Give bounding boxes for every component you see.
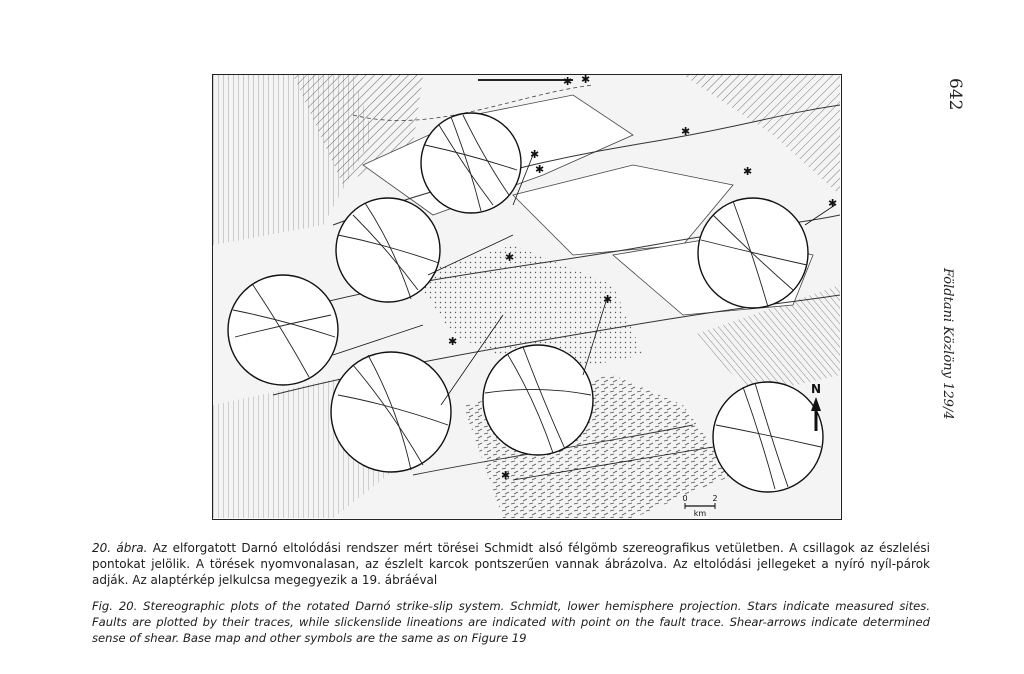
svg-text:✱: ✱ — [743, 165, 753, 178]
caption-english-text: Stereographic plots of the rotated Darnó strike-slip system. Schmidt, lower hemisphere projection. Stars indicate measured sites. Faults are plotted by their traces, while slickenslide lineations are indicated with point on the fault trace. Shear-arrows indicate determined sense of shear. Base map and other symbols are the same as on Figure 19 — [92, 599, 930, 645]
svg-text:✱: ✱ — [505, 251, 515, 264]
caption-english-label: Fig. 20. — [92, 599, 138, 613]
stereonet-5 — [483, 345, 593, 455]
svg-text:✱: ✱ — [535, 163, 545, 176]
journal-reference: Földtani Közlöny 129/4 — [940, 268, 955, 420]
svg-text:✱: ✱ — [681, 125, 691, 138]
north-label: N — [810, 382, 822, 396]
stereonet-1 — [421, 113, 521, 213]
scale-label-0: 0 — [682, 494, 688, 503]
page-number: 642 — [945, 78, 965, 111]
svg-text:✱: ✱ — [828, 197, 838, 210]
svg-text:✱: ✱ — [563, 75, 573, 88]
caption-hungarian-label: 20. ábra. — [92, 541, 148, 555]
scale-unit: km — [693, 509, 707, 518]
stereographic-map-figure — [212, 74, 842, 520]
stereonet-3 — [228, 275, 338, 385]
svg-text:✱: ✱ — [448, 335, 458, 348]
svg-text:✱: ✱ — [603, 293, 613, 306]
svg-text:✱: ✱ — [530, 148, 540, 161]
scale-label-2: 2 — [712, 494, 718, 503]
stereonet-4 — [331, 352, 451, 472]
svg-text:✱: ✱ — [581, 75, 591, 86]
svg-text:✱: ✱ — [501, 469, 511, 482]
stereonet-7 — [713, 382, 823, 492]
stereonet-2 — [336, 198, 440, 302]
caption-hungarian — [92, 540, 930, 588]
caption-english — [92, 598, 930, 646]
stereonet-6 — [698, 198, 808, 308]
caption-hungarian-text: Az elforgatott Darnó eltolódási rendszer mért törései Schmidt alsó félgömb szereografikus vetületben. A csillagok az észlelési pontokat jelölik. A törések nyomvonalasan, az észlelt karcok pontszerűen vannak ábrázolva. Az eltolódási jellegeket a nyíró nyíl-párok adják. Az alaptérkép jelkulcsa megegyezik a 19. ábráéval — [92, 541, 930, 587]
